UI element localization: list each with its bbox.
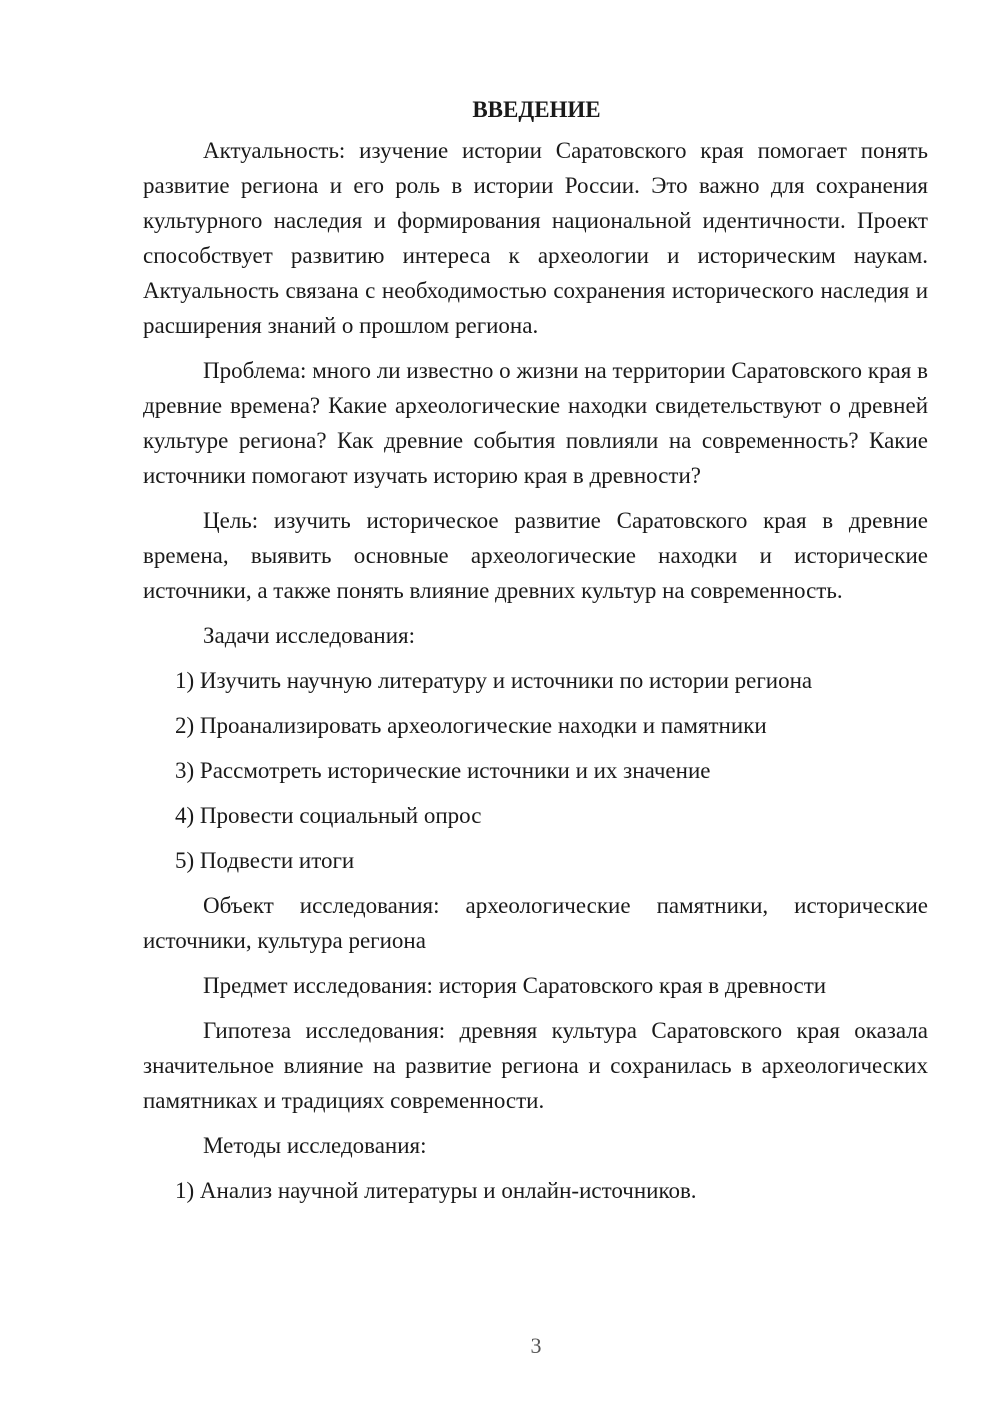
list-item: 1) Изучить научную литературу и источники по истории региона bbox=[175, 668, 813, 693]
hypothesis-paragraph: Гипотеза исследования: древняя культура Саратовского края оказала значительное влияние на развитие региона и сохранилась в археологических памятниках и традициях современности. bbox=[143, 1018, 928, 1113]
tasks-heading: Задачи исследования: bbox=[203, 623, 416, 648]
goal-paragraph: Цель: изучить историческое развитие Саратовского края в древние времена, выявить основные археологические находки и исторические источники, а также понять влияние древних культур на современность. bbox=[143, 508, 928, 603]
list-item: 2) Проанализировать археологические находки и памятники bbox=[175, 713, 767, 738]
list-item: 5) Подвести итоги bbox=[175, 848, 355, 873]
tasks-list bbox=[143, 663, 928, 878]
relevance-paragraph: Актуальность: изучение истории Саратовского края помогает понять развитие региона и его роль в истории России. Это важно для сохранения культурного наследия и формирования национальной идентичности. Проект способствует развитию интереса к археологии и историческим наукам. Актуальность связана с необходимостью сохранения исторического наследия и расширения знаний о прошлом региона. bbox=[143, 138, 928, 338]
document-page bbox=[143, 92, 928, 1218]
list-item: 1) Анализ научной литературы и онлайн-источников. bbox=[175, 1178, 697, 1203]
list-item: 3) Рассмотреть исторические источники и их значение bbox=[175, 758, 711, 783]
problem-paragraph: Проблема: много ли известно о жизни на территории Саратовского края в древние времена? Какие археологические находки свидетельствуют о древней культуре региона? Как древние события повлияли на современность? Какие источники помогают изучать историю края в древности? bbox=[143, 358, 928, 488]
object-paragraph: Объект исследования: археологические памятники, исторические источники, культура региона bbox=[143, 893, 928, 953]
methods-list bbox=[143, 1173, 928, 1208]
methods-heading: Методы исследования: bbox=[203, 1133, 427, 1158]
subject-paragraph: Предмет исследования: история Саратовского края в древности bbox=[203, 973, 827, 998]
section-title: ВВЕДЕНИЕ bbox=[472, 97, 601, 122]
page-number: 3 bbox=[530, 1333, 542, 1358]
list-item: 4) Провести социальный опрос bbox=[175, 803, 482, 828]
